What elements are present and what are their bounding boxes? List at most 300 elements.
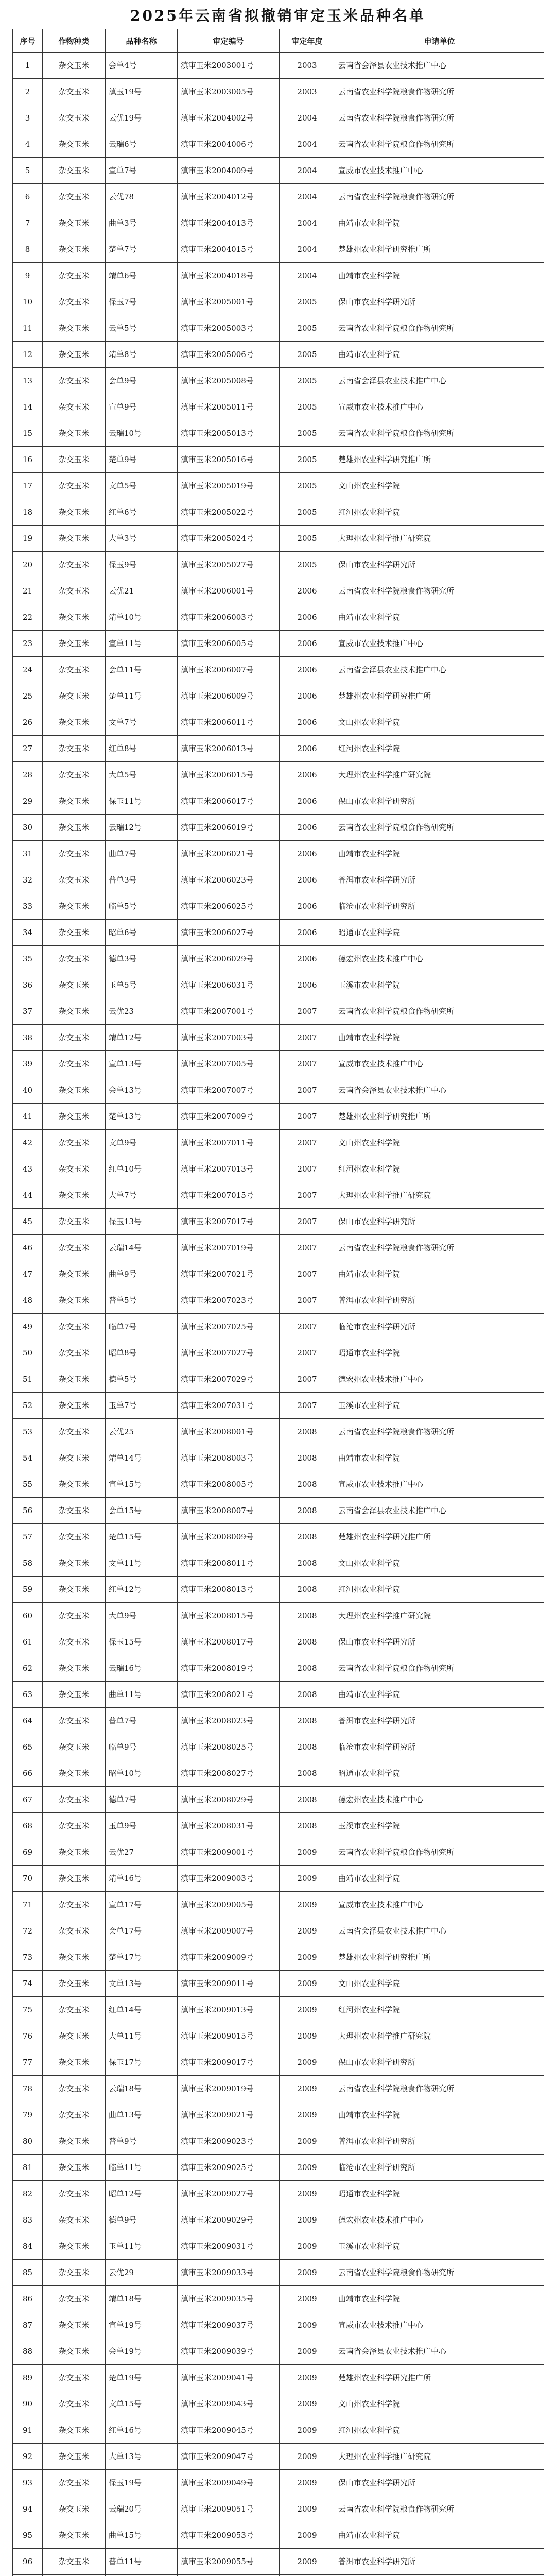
- table-row: [13, 604, 544, 631]
- cell-year: 2009: [280, 2207, 335, 2233]
- cell-unit: 云南省会泽县农业技术推广中心: [335, 368, 544, 394]
- table-row: [13, 1787, 544, 1813]
- cell-year: 2009: [280, 1866, 335, 1892]
- cell-crop: 杂交玉米: [43, 1025, 106, 1051]
- cell-no: 83: [13, 2207, 43, 2233]
- cell-no: 68: [13, 1813, 43, 1839]
- cell-code: 滇审玉米2006009号: [178, 683, 280, 709]
- cell-variety: 普单9号: [106, 2128, 178, 2155]
- cell-no: 19: [13, 526, 43, 552]
- cell-variety: 文单7号: [106, 709, 178, 736]
- cell-variety: 文单9号: [106, 1130, 178, 1156]
- cell-code: 滇审玉米2004012号: [178, 184, 280, 210]
- cell-no: 12: [13, 342, 43, 368]
- cell-unit: 红河州农业科学院: [335, 1577, 544, 1603]
- table-row: [13, 105, 544, 131]
- table-row: [13, 1393, 544, 1419]
- variety-table: [12, 29, 544, 2576]
- cell-unit: 宣威市农业技术推广中心: [335, 631, 544, 657]
- cell-crop: 杂交玉米: [43, 1708, 106, 1734]
- cell-crop: 杂交玉米: [43, 1787, 106, 1813]
- cell-code: 滇审玉米2008031号: [178, 1813, 280, 1839]
- cell-code: 滇审玉米2009039号: [178, 2338, 280, 2365]
- cell-crop: 杂交玉米: [43, 1682, 106, 1708]
- cell-year: 2005: [280, 315, 335, 342]
- cell-no: 30: [13, 815, 43, 841]
- cell-code: 滇审玉米2009035号: [178, 2286, 280, 2312]
- cell-unit: 保山市农业科学研究所: [335, 1629, 544, 1655]
- cell-code: 滇审玉米2006015号: [178, 762, 280, 788]
- cell-variety: 云优19号: [106, 105, 178, 131]
- cell-year: 2007: [280, 1366, 335, 1393]
- table-row: [13, 736, 544, 762]
- cell-unit: 云南省农业科学院粮食作物研究所: [335, 1839, 544, 1866]
- cell-variety: 宣单11号: [106, 631, 178, 657]
- cell-code: 滇审玉米2009043号: [178, 2391, 280, 2417]
- cell-unit: 宣威市农业技术推广中心: [335, 1051, 544, 1077]
- cell-year: 2009: [280, 2233, 335, 2260]
- cell-code: 滇审玉米2006031号: [178, 972, 280, 998]
- cell-variety: 保玉19号: [106, 2470, 178, 2496]
- cell-year: 2006: [280, 893, 335, 920]
- cell-variety: 文单13号: [106, 1971, 178, 1997]
- cell-variety: 云瑞14号: [106, 1235, 178, 1261]
- cell-crop: 杂交玉米: [43, 1524, 106, 1550]
- cell-code: 滇审玉米2006027号: [178, 920, 280, 946]
- cell-crop: 杂交玉米: [43, 788, 106, 815]
- cell-unit: 大理州农业科学推广研究院: [335, 762, 544, 788]
- cell-crop: 杂交玉米: [43, 1156, 106, 1182]
- header-code: 审定编号: [178, 29, 280, 53]
- cell-no: 70: [13, 1866, 43, 1892]
- cell-code: 滇审玉米2009055号: [178, 2549, 280, 2575]
- cell-code: 滇审玉米2006021号: [178, 841, 280, 867]
- table-row: [13, 79, 544, 105]
- cell-no: 45: [13, 1209, 43, 1235]
- cell-code: 滇审玉米2008017号: [178, 1629, 280, 1655]
- table-row: [13, 1760, 544, 1787]
- cell-no: 92: [13, 2444, 43, 2470]
- cell-unit: 曲靖市农业科学院: [335, 2522, 544, 2549]
- cell-year: 2007: [280, 1209, 335, 1235]
- cell-year: 2008: [280, 1498, 335, 1524]
- table-row: [13, 1866, 544, 1892]
- cell-no: 72: [13, 1918, 43, 1944]
- cell-year: 2008: [280, 1577, 335, 1603]
- table-row: [13, 1025, 544, 1051]
- table-row: [13, 1892, 544, 1918]
- cell-crop: 杂交玉米: [43, 79, 106, 105]
- cell-crop: 杂交玉米: [43, 447, 106, 473]
- cell-year: 2007: [280, 1182, 335, 1209]
- cell-variety: 德单5号: [106, 1366, 178, 1393]
- cell-crop: 杂交玉米: [43, 604, 106, 631]
- cell-year: 2005: [280, 447, 335, 473]
- cell-crop: 杂交玉米: [43, 184, 106, 210]
- table-row: [13, 526, 544, 552]
- cell-no: 32: [13, 867, 43, 893]
- cell-unit: 玉溪市农业科学院: [335, 972, 544, 998]
- cell-year: 2009: [280, 1971, 335, 1997]
- cell-variety: 普单11号: [106, 2549, 178, 2575]
- cell-year: 2009: [280, 2049, 335, 2076]
- cell-crop: 杂交玉米: [43, 1340, 106, 1366]
- cell-variety: 楚单19号: [106, 2365, 178, 2391]
- cell-crop: 杂交玉米: [43, 2365, 106, 2391]
- cell-crop: 杂交玉米: [43, 998, 106, 1025]
- cell-code: 滇审玉米2009005号: [178, 1892, 280, 1918]
- cell-code: 滇审玉米2008027号: [178, 1760, 280, 1787]
- cell-crop: 杂交玉米: [43, 2286, 106, 2312]
- cell-crop: 杂交玉米: [43, 1445, 106, 1471]
- cell-variety: 云瑞18号: [106, 2076, 178, 2102]
- cell-no: 96: [13, 2549, 43, 2575]
- cell-variety: 会单13号: [106, 1077, 178, 1104]
- cell-year: 2004: [280, 236, 335, 263]
- cell-code: 滇审玉米2009051号: [178, 2496, 280, 2522]
- cell-year: 2004: [280, 210, 335, 236]
- cell-no: 85: [13, 2260, 43, 2286]
- cell-unit: 云南省农业科学院粮食作物研究所: [335, 815, 544, 841]
- cell-code: 滇审玉米2008025号: [178, 1734, 280, 1760]
- table-row: [13, 394, 544, 420]
- cell-no: 53: [13, 1419, 43, 1445]
- table-row: [13, 788, 544, 815]
- cell-unit: 楚雄州农业科学研究推广所: [335, 236, 544, 263]
- cell-code: 滇审玉米2005003号: [178, 315, 280, 342]
- table-row: [13, 1655, 544, 1682]
- table-row: [13, 368, 544, 394]
- table-row: [13, 2522, 544, 2549]
- cell-unit: 文山州农业科学院: [335, 1550, 544, 1577]
- cell-year: 2008: [280, 1471, 335, 1498]
- cell-code: 滇审玉米2006029号: [178, 946, 280, 972]
- cell-no: 6: [13, 184, 43, 210]
- cell-year: 2006: [280, 709, 335, 736]
- cell-no: 61: [13, 1629, 43, 1655]
- cell-year: 2003: [280, 53, 335, 79]
- cell-unit: 玉溪市农业科学院: [335, 2233, 544, 2260]
- cell-crop: 杂交玉米: [43, 1393, 106, 1419]
- cell-code: 滇审玉米2009007号: [178, 1918, 280, 1944]
- table-row: [13, 1734, 544, 1760]
- table-row: [13, 2155, 544, 2181]
- cell-crop: 杂交玉米: [43, 920, 106, 946]
- cell-year: 2009: [280, 1997, 335, 2023]
- cell-crop: 杂交玉米: [43, 1419, 106, 1445]
- cell-year: 2009: [280, 2522, 335, 2549]
- cell-unit: 普洱市农业科学研究所: [335, 867, 544, 893]
- cell-code: 滇审玉米2009019号: [178, 2076, 280, 2102]
- cell-year: 2006: [280, 631, 335, 657]
- cell-year: 2009: [280, 1839, 335, 1866]
- cell-crop: 杂交玉米: [43, 158, 106, 184]
- cell-unit: 临沧市农业科学研究所: [335, 2155, 544, 2181]
- document-title: 2025年云南省拟撤销审定玉米品种名单: [130, 7, 426, 24]
- header-row: [13, 29, 544, 53]
- cell-year: 2008: [280, 1524, 335, 1550]
- table-row: [13, 1156, 544, 1182]
- table-row: [13, 1682, 544, 1708]
- cell-crop: 杂交玉米: [43, 394, 106, 420]
- table-row: [13, 236, 544, 263]
- cell-unit: 文山州农业科学院: [335, 2391, 544, 2417]
- cell-code: 滇审玉米2006023号: [178, 867, 280, 893]
- cell-no: 74: [13, 1971, 43, 1997]
- cell-crop: 杂交玉米: [43, 236, 106, 263]
- cell-crop: 杂交玉米: [43, 1577, 106, 1603]
- cell-code: 滇审玉米2004009号: [178, 158, 280, 184]
- cell-no: 55: [13, 1471, 43, 1498]
- cell-unit: 宣威市农业技术推广中心: [335, 394, 544, 420]
- cell-variety: 普单3号: [106, 867, 178, 893]
- cell-variety: 云优29: [106, 2260, 178, 2286]
- cell-year: 2006: [280, 604, 335, 631]
- cell-no: 35: [13, 946, 43, 972]
- cell-no: 56: [13, 1498, 43, 1524]
- cell-unit: 宣威市农业技术推广中心: [335, 158, 544, 184]
- cell-variety: 云单5号: [106, 315, 178, 342]
- cell-variety: 会单17号: [106, 1918, 178, 1944]
- cell-variety: 文单11号: [106, 1550, 178, 1577]
- cell-no: 43: [13, 1156, 43, 1182]
- cell-crop: 杂交玉米: [43, 1130, 106, 1156]
- cell-code: 滇审玉米2007011号: [178, 1130, 280, 1156]
- cell-year: 2006: [280, 683, 335, 709]
- cell-unit: 云南省农业科学院粮食作物研究所: [335, 105, 544, 131]
- cell-year: 2009: [280, 2549, 335, 2575]
- table-row: [13, 2496, 544, 2522]
- cell-unit: 宣威市农业技术推广中心: [335, 1892, 544, 1918]
- table-row: [13, 342, 544, 368]
- cell-code: 滇审玉米2007015号: [178, 1182, 280, 1209]
- cell-year: 2006: [280, 815, 335, 841]
- cell-variety: 滇玉19号: [106, 79, 178, 105]
- cell-variety: 普单7号: [106, 1708, 178, 1734]
- cell-no: 87: [13, 2312, 43, 2338]
- cell-unit: 德宏州农业技术推广中心: [335, 1787, 544, 1813]
- cell-year: 2005: [280, 289, 335, 315]
- cell-year: 2008: [280, 1419, 335, 1445]
- cell-no: 18: [13, 499, 43, 526]
- cell-code: 滇审玉米2008009号: [178, 1524, 280, 1550]
- cell-no: 69: [13, 1839, 43, 1866]
- cell-variety: 曲单11号: [106, 1682, 178, 1708]
- cell-variety: 靖单6号: [106, 263, 178, 289]
- cell-code: 滇审玉米2005001号: [178, 289, 280, 315]
- table-row: [13, 1839, 544, 1866]
- cell-variety: 楚单7号: [106, 236, 178, 263]
- cell-year: 2009: [280, 2155, 335, 2181]
- table-row: [13, 420, 544, 447]
- table-row: [13, 1629, 544, 1655]
- cell-no: 79: [13, 2102, 43, 2128]
- cell-crop: 杂交玉米: [43, 657, 106, 683]
- table-row: [13, 1314, 544, 1340]
- cell-unit: 云南省农业科学院粮食作物研究所: [335, 1655, 544, 1682]
- cell-unit: 云南省会泽县农业技术推广中心: [335, 53, 544, 79]
- cell-crop: 杂交玉米: [43, 2338, 106, 2365]
- table-row: [13, 447, 544, 473]
- cell-crop: 杂交玉米: [43, 1892, 106, 1918]
- cell-year: 2009: [280, 2470, 335, 2496]
- cell-unit: 德宏州农业技术推广中心: [335, 946, 544, 972]
- cell-crop: 杂交玉米: [43, 2049, 106, 2076]
- cell-no: 76: [13, 2023, 43, 2049]
- cell-code: 滇审玉米2007029号: [178, 1366, 280, 1393]
- table-row: [13, 1918, 544, 1944]
- cell-crop: 杂交玉米: [43, 1209, 106, 1235]
- cell-code: 滇审玉米2008011号: [178, 1550, 280, 1577]
- cell-crop: 杂交玉米: [43, 368, 106, 394]
- cell-no: 50: [13, 1340, 43, 1366]
- cell-code: 滇审玉米2007019号: [178, 1235, 280, 1261]
- cell-variety: 云优21: [106, 578, 178, 604]
- cell-code: 滇审玉米2005013号: [178, 420, 280, 447]
- cell-code: 滇审玉米2004002号: [178, 105, 280, 131]
- cell-year: 2004: [280, 131, 335, 158]
- header-unit: 申请单位: [335, 29, 544, 53]
- table-row: [13, 1944, 544, 1971]
- cell-variety: 靖单10号: [106, 604, 178, 631]
- cell-year: 2009: [280, 2391, 335, 2417]
- cell-variety: 楚单17号: [106, 1944, 178, 1971]
- cell-year: 2003: [280, 79, 335, 105]
- cell-year: 2004: [280, 158, 335, 184]
- cell-unit: 大理州农业科学推广研究院: [335, 1182, 544, 1209]
- cell-year: 2006: [280, 867, 335, 893]
- cell-crop: 杂交玉米: [43, 867, 106, 893]
- cell-year: 2009: [280, 2076, 335, 2102]
- cell-crop: 杂交玉米: [43, 578, 106, 604]
- cell-code: 滇审玉米2006001号: [178, 578, 280, 604]
- cell-year: 2007: [280, 1077, 335, 1104]
- table-row: [13, 1261, 544, 1287]
- table-row: [13, 2470, 544, 2496]
- table-row: [13, 2417, 544, 2444]
- cell-crop: 杂交玉米: [43, 1077, 106, 1104]
- cell-year: 2007: [280, 1104, 335, 1130]
- table-row: [13, 2076, 544, 2102]
- cell-variety: 红单10号: [106, 1156, 178, 1182]
- cell-year: 2009: [280, 2181, 335, 2207]
- cell-year: 2009: [280, 2286, 335, 2312]
- cell-variety: 云瑞20号: [106, 2496, 178, 2522]
- cell-unit: 文山州农业科学院: [335, 1130, 544, 1156]
- cell-crop: 杂交玉米: [43, 2522, 106, 2549]
- table-row: [13, 2049, 544, 2076]
- table-row: [13, 946, 544, 972]
- cell-no: 27: [13, 736, 43, 762]
- cell-unit: 保山市农业科学研究所: [335, 788, 544, 815]
- cell-unit: 云南省会泽县农业技术推广中心: [335, 1498, 544, 1524]
- cell-variety: 楚单9号: [106, 447, 178, 473]
- cell-year: 2007: [280, 1156, 335, 1182]
- cell-code: 滇审玉米2007025号: [178, 1314, 280, 1340]
- cell-no: 94: [13, 2496, 43, 2522]
- cell-variety: 保玉15号: [106, 1629, 178, 1655]
- cell-code: 滇审玉米2005011号: [178, 394, 280, 420]
- cell-year: 2006: [280, 762, 335, 788]
- cell-unit: 曲靖市农业科学院: [335, 841, 544, 867]
- cell-crop: 杂交玉米: [43, 1760, 106, 1787]
- cell-crop: 杂交玉米: [43, 1734, 106, 1760]
- cell-crop: 杂交玉米: [43, 526, 106, 552]
- cell-code: 滇审玉米2009003号: [178, 1866, 280, 1892]
- cell-code: 滇审玉米2007013号: [178, 1156, 280, 1182]
- cell-no: 90: [13, 2391, 43, 2417]
- cell-no: 31: [13, 841, 43, 867]
- cell-unit: 云南省农业科学院粮食作物研究所: [335, 420, 544, 447]
- table-row: [13, 1445, 544, 1471]
- cell-year: 2009: [280, 2312, 335, 2338]
- cell-no: 2: [13, 79, 43, 105]
- cell-no: 24: [13, 657, 43, 683]
- cell-no: 40: [13, 1077, 43, 1104]
- cell-no: 26: [13, 709, 43, 736]
- cell-variety: 德单3号: [106, 946, 178, 972]
- cell-year: 2006: [280, 578, 335, 604]
- cell-unit: 云南省农业科学院粮食作物研究所: [335, 2260, 544, 2286]
- cell-year: 2007: [280, 998, 335, 1025]
- cell-year: 2007: [280, 1130, 335, 1156]
- cell-no: 88: [13, 2338, 43, 2365]
- cell-year: 2005: [280, 473, 335, 499]
- cell-year: 2006: [280, 920, 335, 946]
- cell-unit: 曲靖市农业科学院: [335, 342, 544, 368]
- cell-crop: 杂交玉米: [43, 1655, 106, 1682]
- cell-year: 2004: [280, 105, 335, 131]
- table-row: [13, 1471, 544, 1498]
- cell-unit: 普洱市农业科学研究所: [335, 2549, 544, 2575]
- cell-crop: 杂交玉米: [43, 841, 106, 867]
- cell-no: 38: [13, 1025, 43, 1051]
- table-row: [13, 1366, 544, 1393]
- cell-variety: 昭单10号: [106, 1760, 178, 1787]
- table-row: [13, 473, 544, 499]
- cell-code: 滇审玉米2009023号: [178, 2128, 280, 2155]
- cell-crop: 杂交玉米: [43, 289, 106, 315]
- cell-year: 2009: [280, 2444, 335, 2470]
- cell-no: 59: [13, 1577, 43, 1603]
- cell-code: 滇审玉米2009041号: [178, 2365, 280, 2391]
- cell-variety: 保玉7号: [106, 289, 178, 315]
- cell-no: 49: [13, 1314, 43, 1340]
- cell-code: 滇审玉米2006003号: [178, 604, 280, 631]
- cell-crop: 杂交玉米: [43, 499, 106, 526]
- cell-crop: 杂交玉米: [43, 420, 106, 447]
- cell-code: 滇审玉米2005022号: [178, 499, 280, 526]
- table-row: [13, 184, 544, 210]
- cell-variety: 玉单5号: [106, 972, 178, 998]
- cell-no: 63: [13, 1682, 43, 1708]
- cell-year: 2008: [280, 1655, 335, 1682]
- cell-unit: 保山市农业科学研究所: [335, 289, 544, 315]
- cell-variety: 保玉13号: [106, 1209, 178, 1235]
- cell-variety: 曲单15号: [106, 2522, 178, 2549]
- cell-variety: 云瑞16号: [106, 1655, 178, 1682]
- cell-unit: 红河州农业科学院: [335, 499, 544, 526]
- table-row: [13, 2312, 544, 2338]
- cell-variety: 临单5号: [106, 893, 178, 920]
- cell-no: 47: [13, 1261, 43, 1287]
- cell-code: 滇审玉米2003005号: [178, 79, 280, 105]
- cell-crop: 杂交玉米: [43, 210, 106, 236]
- cell-crop: 杂交玉米: [43, 2181, 106, 2207]
- cell-code: 滇审玉米2008015号: [178, 1603, 280, 1629]
- cell-code: 滇审玉米2008021号: [178, 1682, 280, 1708]
- cell-unit: 德宏州农业技术推广中心: [335, 2207, 544, 2233]
